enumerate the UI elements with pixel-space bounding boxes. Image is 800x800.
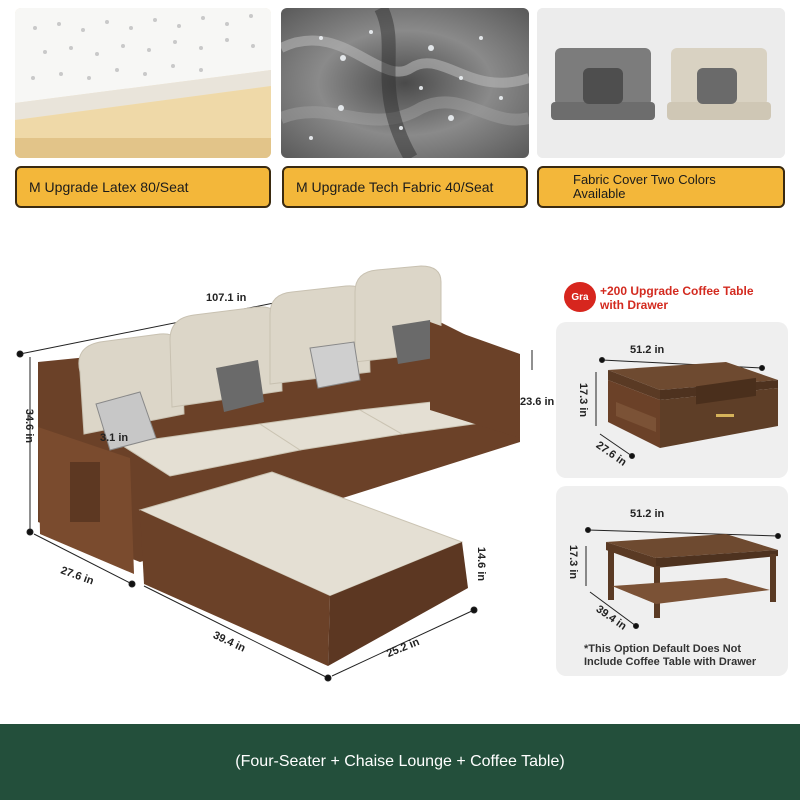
footer-banner — [0, 724, 800, 800]
color-options-image — [537, 8, 785, 158]
fire-badge-icon: Gra — [564, 282, 596, 312]
table1-height: 17.3 in — [577, 382, 590, 418]
option-latex-label: M Upgrade Latex 80/Seat — [29, 179, 189, 195]
option-tech-fabric-button[interactable] — [282, 166, 528, 208]
sofa-illustration — [10, 262, 555, 692]
coffee-table-upgrade-promo[interactable] — [564, 276, 794, 316]
tech-fabric-image — [281, 8, 529, 158]
table2-height: 17.3 in — [567, 544, 580, 580]
dim-length: 107.1 in — [206, 292, 247, 304]
note-line1: *This Option Default Does Not — [584, 643, 742, 655]
dim-back-height: 23.6 in — [520, 396, 555, 408]
table1-length: 51.2 in — [630, 344, 665, 356]
dim-seat-height: 14.6 in — [475, 546, 488, 582]
note-line2: Include Coffee Table with Drawer — [584, 656, 757, 668]
footer-caption: (Four-Seater + Chaise Lounge + Coffee Table) — [235, 753, 565, 770]
option-colors-button[interactable] — [537, 166, 785, 208]
dim-height: 34.6 in — [23, 408, 36, 444]
table1-depth: 27.6 in — [593, 439, 629, 469]
table2-length: 51.2 in — [630, 508, 665, 520]
dim-chaise-width: 25.2 in — [384, 636, 422, 660]
option-tech-fabric-label: M Upgrade Tech Fabric 40/Seat — [296, 179, 494, 195]
coffee-table-note — [584, 643, 756, 669]
dim-depth: 27.6 in — [58, 564, 96, 588]
table2-depth: 39.4 in — [593, 603, 629, 633]
dim-armrest: 3.1 in — [100, 432, 129, 444]
promo-text-line1: +200 Upgrade Coffee Table — [600, 284, 754, 298]
latex-image — [15, 8, 271, 158]
coffee-table-drawer-card[interactable] — [556, 322, 788, 478]
promo-text-line2: with Drawer — [600, 298, 669, 312]
dim-chaise-length: 39.4 in — [211, 629, 248, 655]
option-colors-label: Fabric Cover Two Colors Available — [573, 172, 716, 201]
option-latex-button[interactable] — [15, 166, 271, 208]
